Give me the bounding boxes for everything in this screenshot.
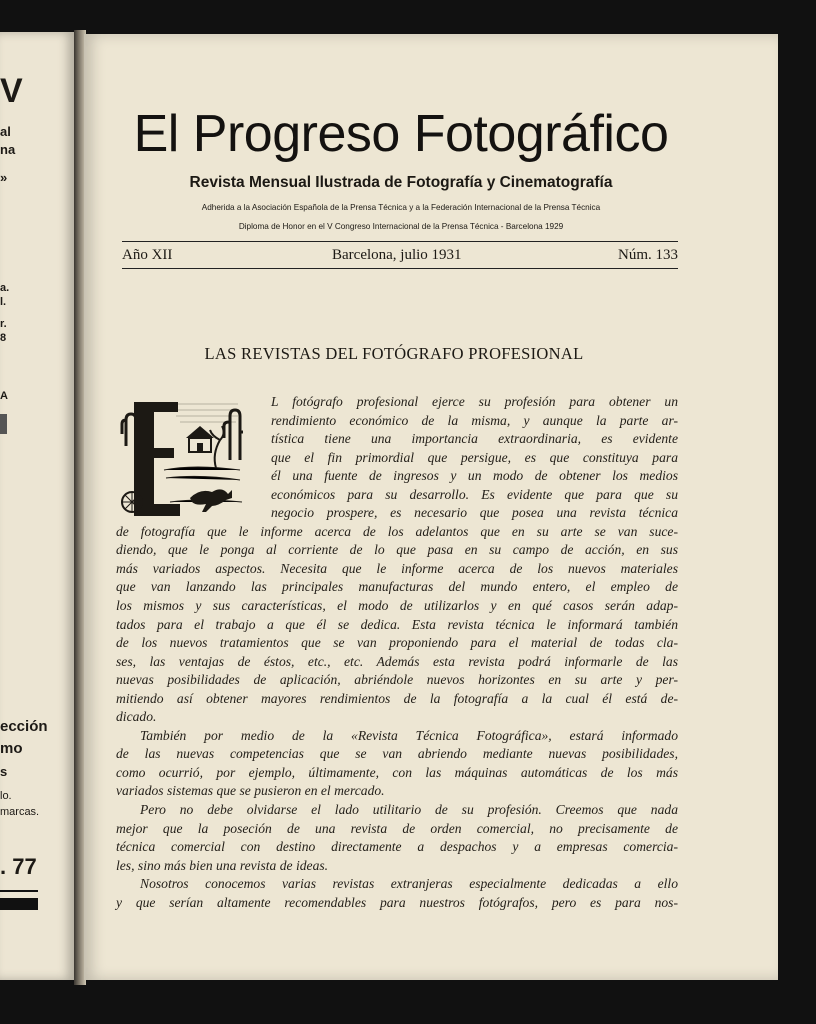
masthead-rule-bottom — [122, 268, 678, 269]
body-line: variados sistemas que se pusieron en el mercado. — [116, 783, 385, 799]
left-page-fragment: na — [0, 142, 16, 157]
article-title: LAS REVISTAS DEL FOTÓGRAFO PROFESIONAL — [204, 344, 584, 363]
left-page-fragment: l. — [0, 296, 7, 308]
body-line: de las nuevas competencias que se van abriendo mediante nuevas posibilidades, — [116, 746, 678, 762]
issue-place-date: Barcelona, julio 1931 — [332, 247, 462, 263]
body-line: diendo, que le ponga al corriente de lo que pasa en su campo de acción, en sus — [116, 542, 678, 558]
left-page-fragment: . 77 — [0, 854, 37, 879]
body-line: que el fin primordial que persigue, es que constituya para — [271, 449, 678, 465]
body-line: técnica comercial con destino directamente a despachos y a empresas comercia- — [116, 839, 678, 855]
body-line: los mismos y sus características, el modo de utilizarlos y en qué casos serán adap- — [116, 598, 678, 614]
body-line: rendimiento económico de la misma, y aunque la parte ar- — [271, 412, 678, 428]
masthead-title: El Progreso Fotográfico — [133, 105, 669, 163]
body-line: dicado. — [116, 709, 157, 725]
diploma-line: Diploma de Honor en el V Congreso Internacional de la Prensa Técnica - Barcelona 1929 — [238, 222, 564, 231]
body-line: de fotografía que le informe acerca de los adelantos que en su arte se van suce- — [116, 523, 678, 539]
body-line: como ocurrió, por ejemplo, últimamente, con las máquinas automáticas de los más — [116, 764, 678, 780]
issue-number: Núm. 133 — [618, 247, 678, 263]
left-page-fragment: a. — [0, 282, 10, 294]
body-line: de los nuevos tratamientos que se van proponiendo para el material de todas cla- — [116, 635, 678, 651]
left-page-fragment: r. — [0, 318, 7, 330]
body-line: mitiendo así obtener mayores rendimientos de la fotografía a la cual él está de- — [116, 690, 678, 706]
body-line: mejor que la poseción de una revista de orden comercial, no precisamente de — [116, 820, 678, 836]
left-page-fragment: mo — [0, 740, 23, 757]
left-page-rule — [0, 898, 38, 910]
body-line: que van lanzando las principales manufacturas del mundo entero, el empleo de — [116, 579, 678, 595]
body-line: También por medio de la «Revista Técnica Fotográfica», estará informado — [140, 727, 678, 743]
body-line: más variados aspectos. Necesita que le informe acerca de los nuevos materiales — [116, 560, 678, 576]
body-line: y que serían altamente recomendables para nuestros fotógrafos, pero es para nos- — [116, 894, 678, 910]
left-page-fragment: » — [0, 170, 8, 185]
left-page-block — [0, 414, 7, 434]
masthead-rule-top — [122, 241, 678, 242]
body-line: tística tiene una importancia extraordinaria, es evidente — [271, 431, 678, 447]
body-line: él una fuente de ingresos y un modo de obtener los medios — [271, 468, 678, 484]
body-line: económicos para su desarrollo. Es evidente que para que su — [271, 486, 678, 502]
body-line: nuevas posibilidades de aplicación, abriéndole nuevos horizontes en su arte y per- — [116, 672, 678, 688]
left-page-rule — [0, 890, 38, 892]
body-line: L fotógrafo profesional ejerce su profesión para obtener un — [271, 394, 678, 409]
masthead-subtitle: Revista Mensual Ilustrada de Fotografía y Cinematografía — [189, 174, 613, 191]
body-line: les, sino más bien una revista de ideas. — [116, 857, 329, 873]
membership-line: Adherida a la Asociación Española de la Prensa Técnica y a la Federación Internacional de la Prensa Técnica — [201, 203, 601, 212]
left-page-fragment: s — [0, 764, 8, 779]
body-line: Nosotros conocemos varias revistas extranjeras especialmente dedicadas a ello — [140, 876, 678, 892]
body-line: Pero no debe olvidarse el lado utilitario de su profesión. Creemos que nada — [140, 802, 678, 818]
left-page-fragment: marcas. — [0, 806, 40, 818]
magazine-page — [84, 34, 778, 980]
article-body — [116, 393, 678, 912]
left-page-fragment: V — [0, 72, 23, 110]
left-page-fragment: A — [0, 390, 8, 402]
body-line: ses, las ventajas de éstos, etc., etc. Además esta revista podrá informarle de las — [116, 653, 678, 669]
issue-year: Año XII — [122, 247, 173, 263]
previous-page-edge — [0, 32, 74, 980]
left-page-fragment: 8 — [0, 332, 7, 344]
left-page-fragment: lo. — [0, 790, 12, 802]
left-page-fragment: ección — [0, 718, 48, 735]
body-line: negocio prospere, es necesario que posea una revista técnica — [271, 505, 678, 521]
body-line: tados para el trabajo a que él se dedica. Esta revista técnica le informará también — [116, 616, 678, 632]
left-page-fragment: al — [0, 124, 11, 139]
